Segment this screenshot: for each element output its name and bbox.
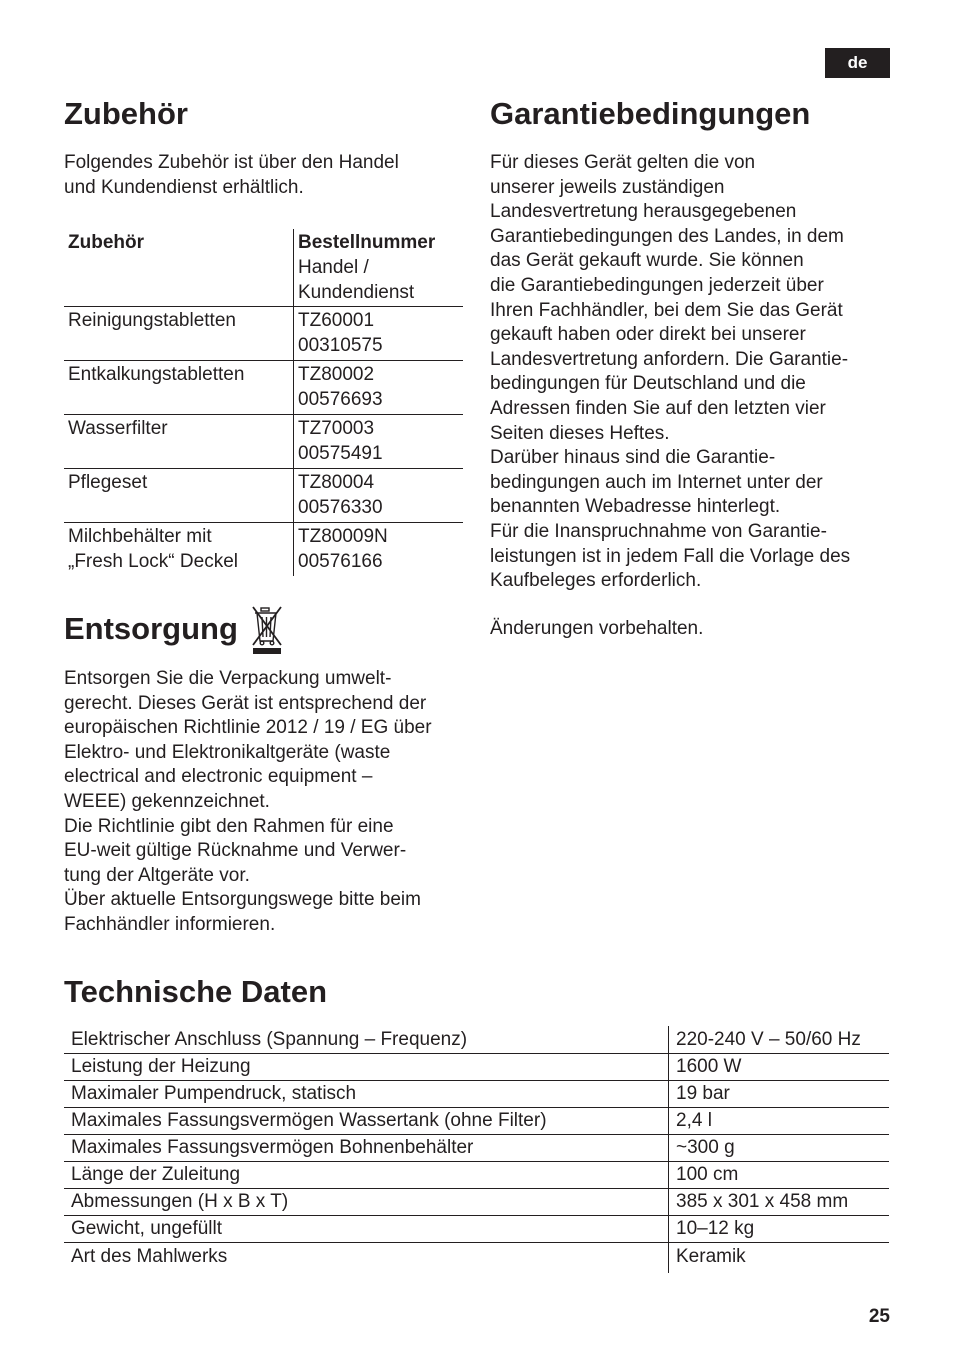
body-line: Für dieses Gerät gelten die von bbox=[490, 152, 756, 173]
body-line: Adressen finden Sie auf den letzten vier bbox=[490, 397, 826, 419]
table-row bbox=[64, 523, 463, 577]
section-title-entsorgung bbox=[64, 603, 286, 655]
body-line: Seiten dieses Heftes. bbox=[490, 422, 670, 444]
header-order-number-sub: Handel / bbox=[298, 257, 369, 278]
table-header-row bbox=[64, 229, 463, 307]
accessory-name: Wasserfilter bbox=[64, 415, 294, 469]
entsorgung-body bbox=[64, 667, 464, 938]
table-row bbox=[64, 1189, 889, 1216]
intro-line: Folgendes Zubehör ist über den Handel bbox=[64, 152, 399, 173]
body-line: bedingungen auch im Internet unter der bbox=[490, 471, 823, 493]
spec-value: 2,4 l bbox=[669, 1108, 890, 1135]
table-row bbox=[64, 1216, 889, 1243]
header-order-number-label: Bestellnummer bbox=[298, 232, 436, 253]
body-line: gerecht. Dieses Gerät ist entsprechend der bbox=[64, 692, 427, 714]
body-line: Landesvertretung anfordern. Die Garantie- bbox=[490, 348, 849, 370]
body-line: Für die Inanspruchnahme von Garantie- bbox=[490, 520, 827, 542]
body-line: EU-weit gültige Rücknahme und Verwer- bbox=[64, 840, 407, 862]
header-accessory: Zubehör bbox=[64, 229, 294, 307]
table-row bbox=[64, 307, 463, 361]
body-line: WEEE) gekennzeichnet. bbox=[64, 790, 270, 812]
table-row bbox=[64, 1108, 889, 1135]
entsorgung-title-text: Entsorgung bbox=[64, 611, 238, 646]
body-line: gekauft haben oder direkt bei unserer bbox=[490, 324, 806, 346]
spec-key: Maximales Fassungsvermögen Wassertank (ohne Filter) bbox=[64, 1108, 669, 1135]
accessory-numbers: TZ80009N 00576166 bbox=[294, 523, 464, 577]
spec-value: Keramik bbox=[669, 1243, 890, 1274]
header-order-number-sub: Kundendienst bbox=[298, 282, 415, 303]
accessory-name: Milchbehälter mit „Fresh Lock“ Deckel bbox=[68, 526, 238, 572]
language-badge: de bbox=[825, 48, 890, 78]
body-line: unserer jeweils zuständigen bbox=[490, 176, 725, 198]
table-row bbox=[64, 1135, 889, 1162]
spec-value: ~300 g bbox=[669, 1135, 890, 1162]
accessory-numbers: TZ60001 00310575 bbox=[294, 307, 464, 361]
body-line: Die Richtlinie gibt den Rahmen für eine bbox=[64, 815, 394, 837]
garantie-note: Änderungen vorbehalten. bbox=[490, 618, 704, 639]
table-row bbox=[64, 1054, 889, 1081]
table-row bbox=[64, 1243, 889, 1274]
table-row bbox=[64, 415, 463, 469]
body-line: das Gerät gekauft wurde. Sie können bbox=[490, 250, 804, 272]
section-title-garantie: Garantiebedingungen bbox=[490, 96, 811, 131]
accessory-numbers: TZ80002 00576693 bbox=[294, 361, 464, 415]
weee-crossed-bin-icon bbox=[250, 603, 286, 655]
accessory-name: Pflegeset bbox=[64, 469, 294, 523]
spec-value: 1600 W bbox=[669, 1054, 890, 1081]
table-row bbox=[64, 1026, 889, 1054]
page-number: 25 bbox=[868, 1306, 890, 1327]
table-row bbox=[64, 1162, 889, 1189]
spec-key: Elektrischer Anschluss (Spannung – Frequenz) bbox=[64, 1026, 669, 1054]
body-line: Garantiebedingungen des Landes, in dem bbox=[490, 225, 844, 247]
spec-key: Art des Mahlwerks bbox=[71, 1246, 228, 1267]
body-line: bedingungen für Deutschland und die bbox=[490, 373, 806, 395]
header-order-number bbox=[294, 229, 464, 307]
body-line: leistungen ist in jedem Fall die Vorlage des bbox=[490, 545, 851, 567]
accessory-numbers: TZ80004 00576330 bbox=[294, 469, 464, 523]
spec-key: Maximaler Pumpendruck, statisch bbox=[64, 1081, 669, 1108]
body-line: Kaufbeleges erforderlich. bbox=[490, 570, 702, 592]
spec-value: 10–12 kg bbox=[669, 1216, 890, 1243]
spec-key: Maximales Fassungsvermögen Bohnenbehälter bbox=[64, 1135, 669, 1162]
accessory-name: Reinigungstabletten bbox=[64, 307, 294, 361]
technical-data-table bbox=[64, 1026, 889, 1273]
body-line: Fachhändler informieren. bbox=[64, 913, 276, 935]
spec-key: Abmessungen (H x B x T) bbox=[64, 1189, 669, 1216]
accessory-name: Entkalkungstabletten bbox=[64, 361, 294, 415]
spec-key: Gewicht, ungefüllt bbox=[64, 1216, 669, 1243]
table-row bbox=[64, 1081, 889, 1108]
body-line: Darüber hinaus sind die Garantie- bbox=[490, 447, 776, 469]
body-line: die Garantiebedingungen jederzeit über bbox=[490, 274, 824, 296]
table-row bbox=[64, 361, 463, 415]
body-line: Ihren Fachhändler, bei dem Sie das Gerät bbox=[490, 299, 843, 321]
body-line: Entsorgen Sie die Verpackung umwelt- bbox=[64, 668, 392, 689]
intro-line: und Kundendienst erhältlich. bbox=[64, 176, 304, 198]
accessory-numbers: TZ70003 00575491 bbox=[294, 415, 464, 469]
table-row bbox=[64, 469, 463, 523]
body-line: Landesvertretung herausgegebenen bbox=[490, 201, 797, 223]
section-title-technische-daten: Technische Daten bbox=[64, 974, 328, 1009]
body-line: benannten Webadresse hinterlegt. bbox=[490, 496, 781, 518]
spec-value: 19 bar bbox=[669, 1081, 890, 1108]
body-line: electrical and electronic equipment – bbox=[64, 766, 373, 788]
garantie-body bbox=[490, 151, 890, 594]
zubehoer-intro bbox=[64, 151, 444, 200]
accessories-table bbox=[64, 229, 463, 576]
spec-value: 385 x 301 x 458 mm bbox=[669, 1189, 890, 1216]
spec-value: 100 cm bbox=[669, 1162, 890, 1189]
body-line: Über aktuelle Entsorgungswege bitte beim bbox=[64, 889, 421, 911]
spec-value: 220-240 V – 50/60 Hz bbox=[669, 1026, 890, 1054]
spec-key: Länge der Zuleitung bbox=[64, 1162, 669, 1189]
spec-key: Leistung der Heizung bbox=[64, 1054, 669, 1081]
body-line: Elektro- und Elektronikaltgeräte (waste bbox=[64, 741, 391, 763]
body-line: europäischen Richtlinie 2012 / 19 / EG über bbox=[64, 717, 432, 739]
section-title-zubehoer: Zubehör bbox=[64, 96, 188, 131]
body-line: tung der Altgeräte vor. bbox=[64, 864, 250, 886]
